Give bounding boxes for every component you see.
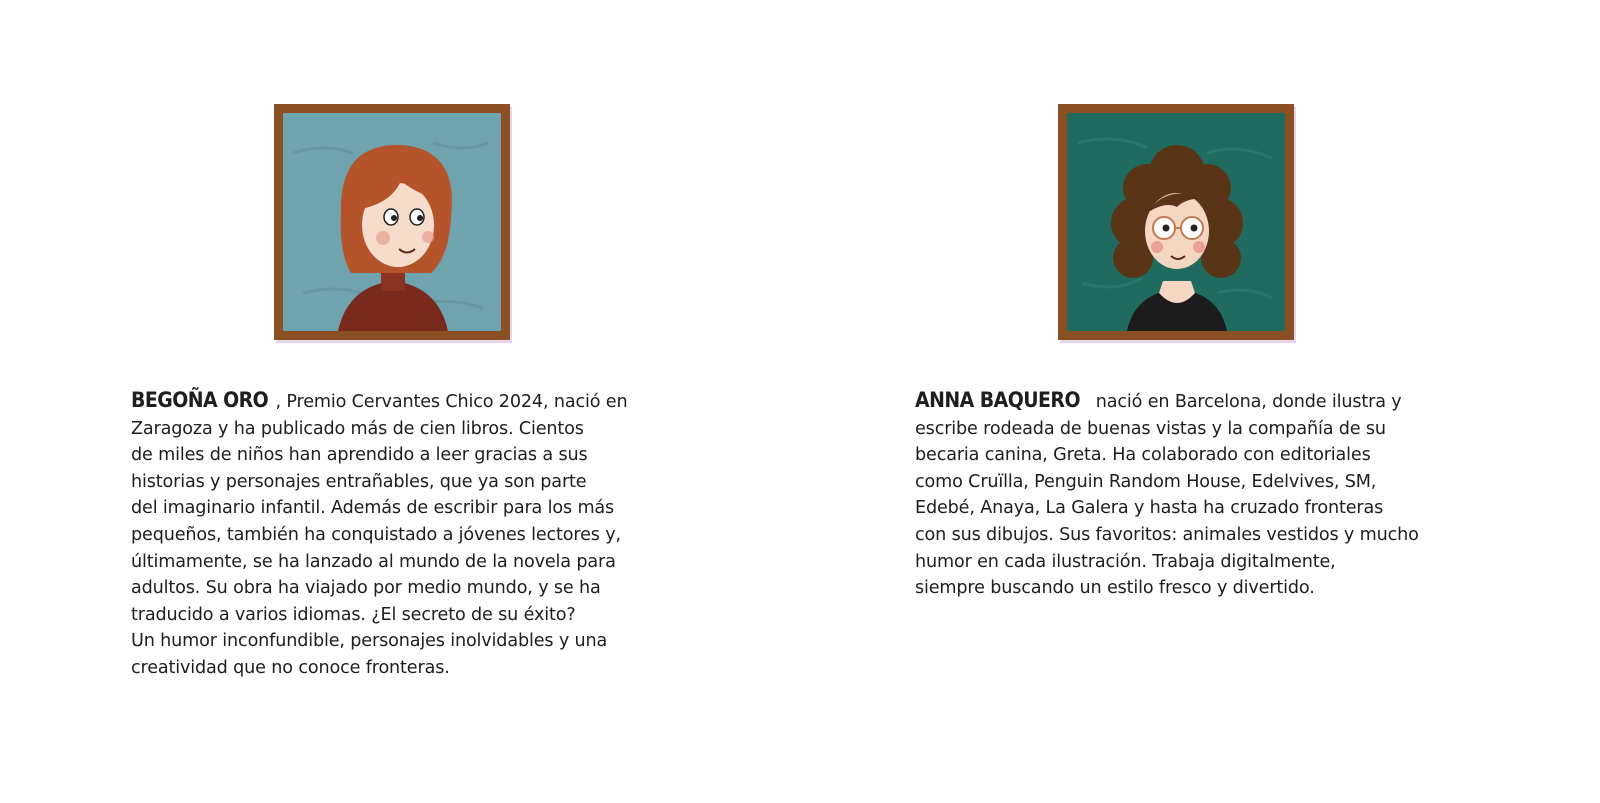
bio-line: adultos. Su obra ha viajado por medio mundo, y se ha [131, 578, 601, 599]
bio-line: como Cruïlla, Penguin Random House, Edelvives, SM, [915, 471, 1377, 492]
portrait-anna-baquero [1058, 104, 1294, 340]
bio-first-line [131, 387, 627, 416]
bio-line: becaria canina, Greta. Ha colaborado con editoriales [915, 445, 1371, 466]
bio-begona-oro [131, 387, 627, 682]
bio-line: escribe rodeada de buenas vistas y la compañía de su [915, 418, 1386, 439]
bio-first-line-text: , Premio Cervantes Chico 2024, nació en [275, 392, 628, 412]
portrait-illustration-left [283, 113, 501, 331]
author-name: BEGOÑA ORO [131, 388, 269, 412]
bio-line: del imaginario infantil. Además de escribir para los más [131, 498, 615, 519]
bio-first-line [915, 387, 1419, 416]
bio-line: traducido a varios idiomas. ¿El secreto de su éxito? [131, 604, 576, 625]
portrait-illustration-right [1067, 113, 1285, 331]
bio-line: siempre buscando un estilo fresco y divertido. [915, 578, 1315, 599]
bio-line: Edebé, Anaya, La Galera y hasta ha cruzado fronteras [915, 498, 1384, 519]
bio-line: humor en cada ilustración. Trabaja digitalmente, [915, 551, 1336, 572]
bio-line: pequeños, también ha conquistado a jóvenes lectores y, [131, 524, 621, 545]
portrait-begona-oro [274, 104, 510, 340]
bio-line: historias y personajes entrañables, que ya son parte [131, 471, 587, 492]
bio-first-line-text: nació en Barcelona, donde ilustra y [1090, 392, 1402, 412]
bio-line: últimamente, se ha lanzado al mundo de la novela para [131, 551, 616, 572]
bio-anna-baquero [915, 387, 1419, 602]
bio-line: de miles de niños han aprendido a leer gracias a sus [131, 445, 588, 466]
illustrator-name: ANNA BAQUERO [915, 388, 1080, 412]
bio-line: creatividad que no conoce fronteras. [131, 657, 450, 678]
bio-line: Un humor inconfundible, personajes inolvidables y una [131, 631, 608, 652]
bio-line: Zaragoza y ha publicado más de cien libros. Cientos [131, 418, 584, 439]
bio-line: con sus dibujos. Sus favoritos: animales vestidos y mucho [915, 524, 1419, 545]
